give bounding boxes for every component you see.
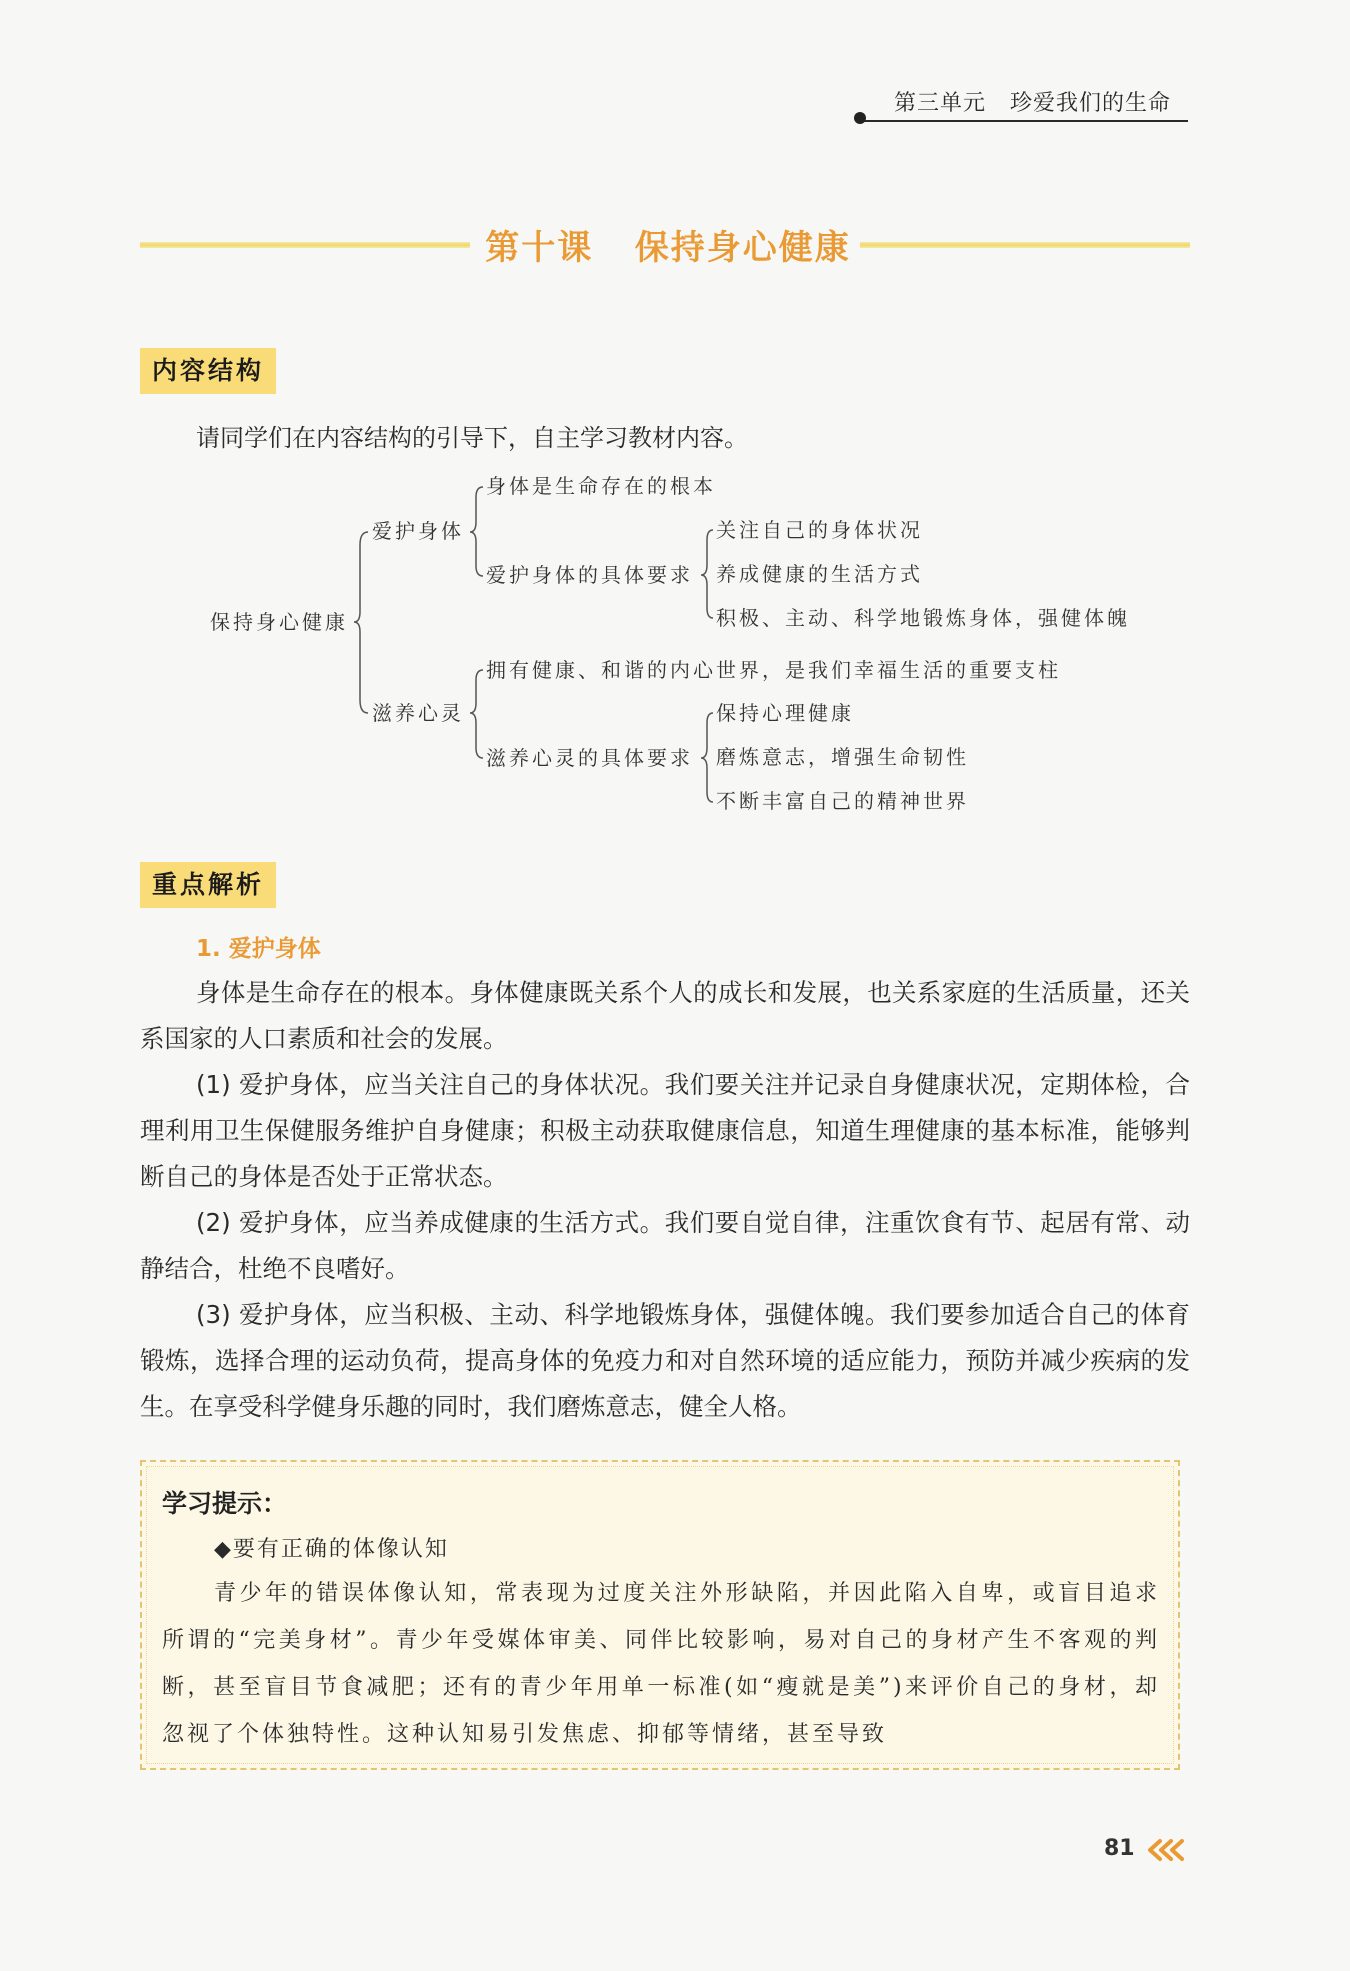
- unit-title: 珍爱我们的生命: [1010, 91, 1172, 116]
- tree-leaf: 养成健康的生活方式: [716, 562, 923, 586]
- title-rule-right: [860, 242, 1190, 248]
- tree-leaf: 拥有健康、和谐的内心世界，是我们幸福生活的重要支柱: [486, 658, 1061, 682]
- tip-subtitle-text: 要有正确的体像认知: [232, 1537, 449, 1562]
- section-heading-analysis: 重点解析: [140, 862, 276, 908]
- lesson-name: 保持身心健康: [634, 228, 851, 268]
- tree-leaf: 身体是生命存在的根本: [486, 474, 716, 498]
- tree-requirement-label: 爱护身体的具体要求: [486, 563, 693, 587]
- lesson-title: [478, 220, 858, 269]
- body-paragraph: 身体是生命存在的根本。身体健康既关系个人的成长和发展，也关系家庭的生活质量，还关系国家的人口素质和社会的发展。: [140, 978, 1190, 1053]
- branch1-brace: [470, 487, 483, 576]
- section-heading-structure: 内容结构: [140, 348, 276, 394]
- tree-leaf: 积极、主动、科学地锻炼身体，强健体魄: [716, 606, 1130, 630]
- bullet-dot-icon: [854, 112, 866, 124]
- tree-leaf: 不断丰富自己的精神世界: [716, 789, 969, 813]
- structure-intro: 请同学们在内容结构的引导下，自主学习教材内容。: [196, 424, 748, 452]
- unit-label: 第三单元: [894, 91, 987, 116]
- tree-branch-label: 滋养心灵: [372, 701, 464, 725]
- running-header: [858, 86, 1188, 122]
- tip-text: 青少年的错误体像认知，常表现为过度关注外形缺陷，并因此陷入自卑，或盲目追求所谓的“完美身材”。青少年受媒体审美、同伴比较影响，易对自己的身材产生不客观的判断，甚至盲目节食减肥；还有的青少年用单一标准(如“瘦就是美”)来评价自己的身材，却忽视了个体独特性。这种认知易引发焦虑、抑郁等情绪，甚至导致: [162, 1581, 1160, 1747]
- learning-tip-box: [140, 1460, 1180, 1770]
- tree-leaf: 磨炼意志，增强生命韧性: [716, 745, 969, 769]
- body-paragraph: (3) 爱护身体，应当积极、主动、科学地锻炼身体，强健体魄。我们要参加适合自己的体育锻炼，选择合理的运动负荷，提高身体的免疫力和对自然环境的适应能力，预防并减少疾病的发生。在享受科学健身乐趣的同时，我们磨炼意志，健全人格。: [140, 1300, 1190, 1421]
- title-rule-left: [140, 242, 470, 248]
- branch1-req-brace: [701, 530, 713, 618]
- lesson-number: 第十课: [485, 228, 594, 268]
- tree-root: 保持身心健康: [210, 610, 348, 634]
- analysis-subheading: 1. 爱护身体: [196, 936, 321, 962]
- body-paragraph: (1) 爱护身体，应当关注自己的身体状况。我们要关注并记录自身健康状况，定期体检，合理利用卫生保健服务维护自身健康；积极主动获取健康信息，知道生理健康的基本标准，能够判断自己的身体是否处于正常状态。: [140, 1070, 1190, 1191]
- tip-title: 学习提示：: [162, 1489, 288, 1518]
- page-number: 81: [1104, 1836, 1135, 1861]
- branch2-brace: [470, 670, 483, 758]
- chevron-left-icon: [1146, 1838, 1188, 1862]
- root-brace: [354, 532, 368, 713]
- tip-subtitle: [214, 1532, 449, 1563]
- branch2-req-brace: [701, 713, 713, 802]
- tree-requirement-label: 滋养心灵的具体要求: [486, 746, 693, 770]
- lesson-title-bar: [140, 220, 1190, 270]
- running-header-text: [894, 86, 1171, 117]
- tree-leaf: 保持心理健康: [716, 701, 854, 725]
- diamond-bullet-icon: ◆: [214, 1537, 233, 1562]
- body-paragraph: (2) 爱护身体，应当养成健康的生活方式。我们要自觉自律，注重饮食有节、起居有常、动静结合，杜绝不良嗜好。: [140, 1208, 1190, 1283]
- tree-branch-label: 爱护身体: [372, 519, 464, 543]
- tree-leaf: 关注自己的身体状况: [716, 518, 923, 542]
